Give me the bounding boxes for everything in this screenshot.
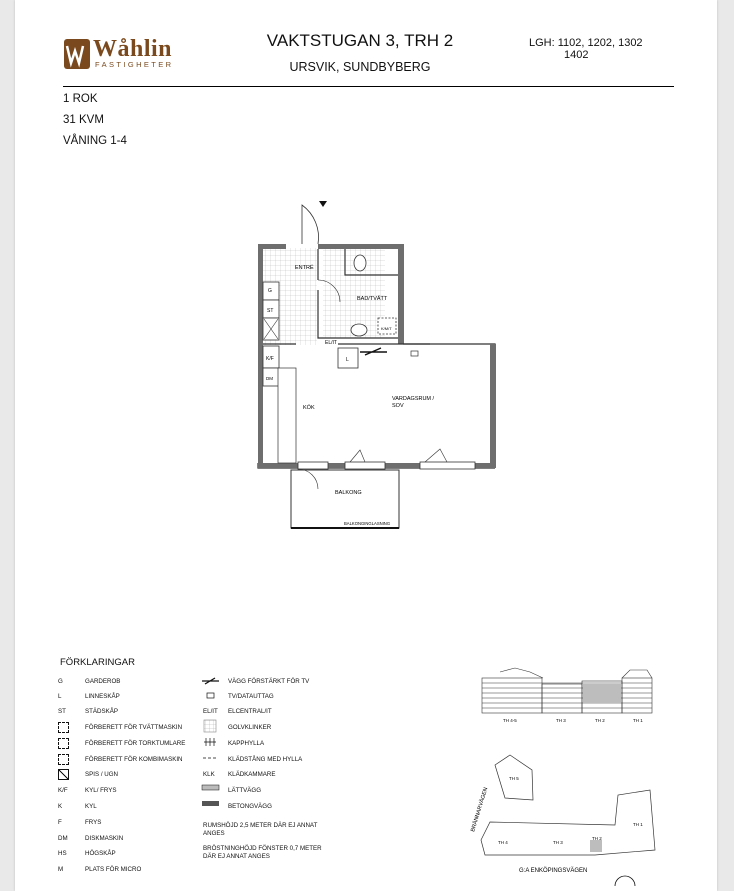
road-enkopingsvagen: G:A ENKÖPINGSVÄGEN: [519, 868, 588, 874]
label-balkonginglasning: BALKONGINGLASNING: [344, 521, 391, 526]
apartment-numbers-line2: 1402: [564, 49, 589, 61]
note-window-height: BRÖSTNINGHÖJD FÖNSTER 0,7 METER DÄR EJ ANNAT ANGES: [203, 845, 322, 860]
page-title: VAKTSTUGAN 3, TRH 2: [266, 31, 454, 50]
logo-subtitle: FASTIGHETER: [95, 60, 174, 69]
wahlin-logo: [63, 38, 193, 72]
label-badtvatt: BAD/TVÄTT: [357, 296, 388, 302]
legend-title: FÖRKLARINGAR: [60, 657, 135, 668]
label-kmt: K/M/T: [381, 326, 392, 331]
floor-plan-living: [255, 335, 505, 535]
elev-th3: TH 3: [556, 718, 566, 723]
label-dm: DM: [266, 376, 273, 381]
tv-outlet-icon: [411, 351, 418, 356]
building-elevation: [482, 668, 652, 713]
label-balkong: BALKONG: [335, 490, 362, 496]
label-g: G: [268, 288, 272, 294]
key-plan: [455, 662, 665, 887]
logo-name: Wåhlin: [93, 36, 173, 62]
north-arrow-icon: [615, 876, 635, 886]
highlight-unit: [583, 684, 621, 703]
outer-wall-right: [490, 344, 496, 468]
spec-area: 31 KVM: [63, 114, 104, 126]
toilet-icon: [354, 255, 366, 271]
site-th5: TH 5: [509, 776, 519, 781]
label-vardagsrum-2: SOV: [392, 403, 404, 409]
road-brannarvagen: BRÄNNARVÄGEN: [470, 786, 490, 833]
label-entre: ENTRÉ: [295, 265, 314, 271]
note-room-height: RUMSHÖJD 2,5 METER DÄR EJ ANNAT ANGES: [203, 822, 318, 837]
kitchen-counter: [278, 368, 296, 463]
site-highlight-unit: [590, 840, 602, 852]
header-divider: [63, 86, 674, 87]
label-vardagsrum-1: VARDAGSRUM /: [392, 396, 435, 402]
tv-wall-icon: [360, 348, 387, 355]
apartment-numbers-line1: LGH: 1102, 1202, 1302: [529, 37, 643, 49]
floorplan-page: Wåhlin FASTIGHETER VAKTSTUGAN 3, TRH 2 URSVIK, SUNDBYBERG LGH: 1102, 1202, 1302 1402 1 ROK 31 KVM VÅNING 1-4 ENTRÉ BAD/TVÄTT KÖK G ST K/F DM EL/IT L K/M/T VARDAGSRUM / SOV BALKONG BALKONGINGLASNING FÖRKLARINGAR G GARDEROB L LINNESKÅP ST STÄDSKÅP FÖRBERETT FÖR TVÄTTMASKIN FÖRBERETT FÖR TORKTUMLARE FÖRBERETT FÖR KOMBIMASKIN SPIS / UGN K/F KYL/ FRYS K KYL F FRYS DM DISKMASKIN HS HÖGSKÅP M PLATS FÖR MICRO VÄGG FÖRSTÄRKT FÖR TV TV/DATAUTTAG EL/IT ELCENTRAL/IT GOLVKLINKER KAPPHYLLA KLÄDSTÅNG MED HYLLA KLK KLÄDKAMMARE LÄTTVÄGG BETONGVÄGG RUMSHÖJD 2,5 METER DÄR EJ ANNAT ANGES BRÖSTNINGHÖJD FÖNSTER 0,7 METER DÄR EJ ANNAT ANGES TH 4-5 TH 3 TH 2 TH 1 TH 5 TH 4 TH 3 TH 2 TH 1 BRÄNNARVÄGEN G:A ENKÖPINGSVÄGEN: [15, 0, 717, 891]
apartment-numbers: [529, 37, 659, 61]
site-th2: TH 2: [592, 836, 602, 841]
spec-floors: VÅNING 1-4: [63, 135, 127, 147]
spec-rooms: 1 ROK: [63, 93, 98, 105]
site-th3: TH 3: [553, 840, 563, 845]
label-kf: K/F: [266, 356, 274, 362]
site-th1: TH 1: [633, 822, 643, 827]
window-swings: [350, 449, 447, 462]
balcony-door: [298, 469, 318, 489]
building-row: [481, 790, 655, 855]
entrance-arrow-icon: [319, 201, 327, 207]
logo-emblem-icon: [63, 38, 91, 70]
entry-door: [302, 205, 319, 244]
page-subtitle: URSVIK, SUNDBYBERG: [289, 60, 431, 74]
balcony: [291, 470, 399, 528]
label-l: L: [346, 357, 349, 363]
elev-th45: TH 4-5: [503, 718, 517, 723]
site-th4: TH 4: [498, 840, 508, 845]
legend-symbols: [201, 676, 221, 816]
label-st: ST: [267, 308, 274, 314]
elev-th1: TH 1: [633, 718, 643, 723]
label-elit: EL/IT: [325, 340, 337, 346]
label-kok: KÖK: [303, 405, 315, 411]
elev-th2: TH 2: [595, 718, 605, 723]
